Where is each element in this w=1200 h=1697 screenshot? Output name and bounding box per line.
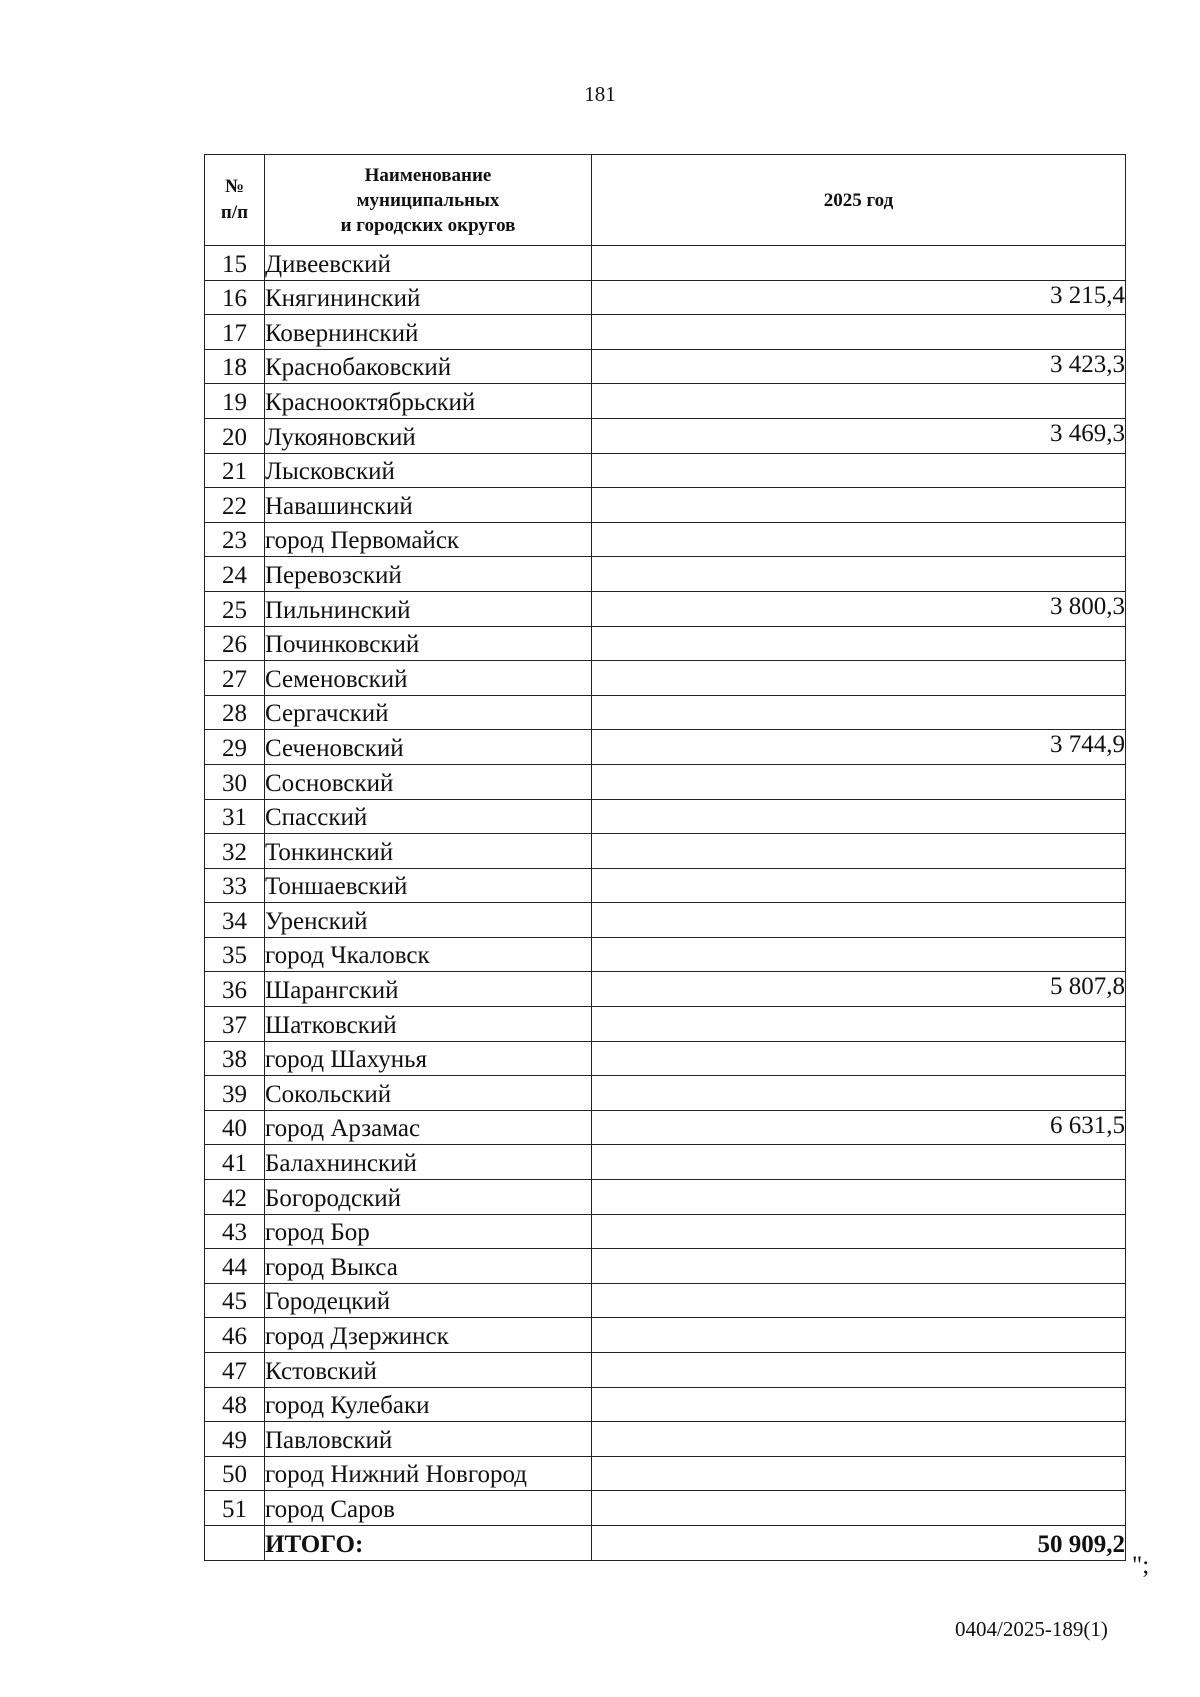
row-number: 25 bbox=[205, 591, 265, 626]
row-number: 23 bbox=[205, 522, 265, 557]
row-name: Лысковский bbox=[265, 453, 592, 488]
header-name-label: Наименование муниципальных и городских округов bbox=[340, 164, 516, 236]
row-value bbox=[592, 764, 1126, 799]
table-row bbox=[205, 1180, 1126, 1215]
row-name: Уренский bbox=[265, 903, 592, 938]
page-number: 181 bbox=[584, 82, 616, 106]
row-number: 18 bbox=[205, 349, 265, 384]
row-number: 43 bbox=[205, 1214, 265, 1249]
table-row bbox=[205, 730, 1126, 765]
row-name: Краснооктябрьский bbox=[265, 384, 592, 419]
document-code: 0404/2025-189(1) bbox=[955, 1617, 1108, 1641]
table-row bbox=[205, 1214, 1126, 1249]
table-row bbox=[205, 384, 1126, 419]
row-number: 34 bbox=[205, 903, 265, 938]
row-value bbox=[592, 315, 1126, 350]
table-row bbox=[205, 1145, 1126, 1180]
row-number: 38 bbox=[205, 1041, 265, 1076]
row-name: Ковернинский bbox=[265, 315, 592, 350]
row-value bbox=[592, 1456, 1126, 1491]
row-number: 28 bbox=[205, 695, 265, 730]
row-number: 29 bbox=[205, 730, 265, 765]
row-name: Семеновский bbox=[265, 661, 592, 696]
row-value bbox=[592, 1491, 1126, 1526]
table-row bbox=[205, 1249, 1126, 1284]
row-value: 6 631,5 bbox=[592, 1110, 1126, 1145]
table-row bbox=[205, 1353, 1126, 1388]
table-row bbox=[205, 1387, 1126, 1422]
row-value bbox=[592, 1007, 1126, 1042]
row-value bbox=[592, 384, 1126, 419]
table-row bbox=[205, 349, 1126, 384]
row-name: Тонкинский bbox=[265, 834, 592, 869]
total-value: 50 909,2 bbox=[592, 1525, 1126, 1560]
row-value bbox=[592, 522, 1126, 557]
row-name: Сергачский bbox=[265, 695, 592, 730]
table-row bbox=[205, 903, 1126, 938]
table-row bbox=[205, 799, 1126, 834]
row-value bbox=[592, 903, 1126, 938]
row-number: 19 bbox=[205, 384, 265, 419]
row-number: 36 bbox=[205, 972, 265, 1007]
table-row bbox=[205, 937, 1126, 972]
row-number: 32 bbox=[205, 834, 265, 869]
header-number bbox=[205, 155, 265, 246]
table-row bbox=[205, 1076, 1126, 1111]
table-row bbox=[205, 1041, 1126, 1076]
row-number: 21 bbox=[205, 453, 265, 488]
row-number: 51 bbox=[205, 1491, 265, 1526]
table-row bbox=[205, 1007, 1126, 1042]
row-number: 39 bbox=[205, 1076, 265, 1111]
row-value bbox=[592, 1145, 1126, 1180]
row-name: Шарангский bbox=[265, 972, 592, 1007]
row-name: Краснобаковский bbox=[265, 349, 592, 384]
row-name: город Саров bbox=[265, 1491, 592, 1526]
table-row bbox=[205, 453, 1126, 488]
table-row bbox=[205, 764, 1126, 799]
row-value bbox=[592, 1076, 1126, 1111]
table-row bbox=[205, 591, 1126, 626]
row-name: город Арзамас bbox=[265, 1110, 592, 1145]
row-value: 3 800,3 bbox=[592, 591, 1126, 626]
row-value bbox=[592, 937, 1126, 972]
row-name: Навашинский bbox=[265, 488, 592, 523]
row-number: 20 bbox=[205, 418, 265, 453]
row-number: 50 bbox=[205, 1456, 265, 1491]
row-number: 47 bbox=[205, 1353, 265, 1388]
row-number: 49 bbox=[205, 1422, 265, 1457]
row-number: 31 bbox=[205, 799, 265, 834]
row-name: Сосновский bbox=[265, 764, 592, 799]
table-row bbox=[205, 1110, 1126, 1145]
row-name: Починковский bbox=[265, 626, 592, 661]
row-number: 37 bbox=[205, 1007, 265, 1042]
table-row bbox=[205, 868, 1126, 903]
row-name: город Бор bbox=[265, 1214, 592, 1249]
row-number: 42 bbox=[205, 1180, 265, 1215]
row-value bbox=[592, 1214, 1126, 1249]
table-row bbox=[205, 1491, 1126, 1526]
row-number: 26 bbox=[205, 626, 265, 661]
table-row bbox=[205, 1422, 1126, 1457]
row-number: 17 bbox=[205, 315, 265, 350]
row-name: Дивеевский bbox=[265, 246, 592, 281]
row-value bbox=[592, 488, 1126, 523]
row-name: город Кулебаки bbox=[265, 1387, 592, 1422]
table-row bbox=[205, 280, 1126, 315]
row-value bbox=[592, 799, 1126, 834]
row-name: Тоншаевский bbox=[265, 868, 592, 903]
row-number: 30 bbox=[205, 764, 265, 799]
row-number: 44 bbox=[205, 1249, 265, 1284]
table-row bbox=[205, 972, 1126, 1007]
row-number: 45 bbox=[205, 1283, 265, 1318]
row-value bbox=[592, 695, 1126, 730]
table-row bbox=[205, 315, 1126, 350]
table-row bbox=[205, 1456, 1126, 1491]
table-row bbox=[205, 488, 1126, 523]
total-row bbox=[205, 1525, 1126, 1560]
row-name: город Чкаловск bbox=[265, 937, 592, 972]
row-value bbox=[592, 246, 1126, 281]
row-number: 33 bbox=[205, 868, 265, 903]
row-name: Павловский bbox=[265, 1422, 592, 1457]
row-number: 27 bbox=[205, 661, 265, 696]
row-number: 35 bbox=[205, 937, 265, 972]
row-name: город Выкса bbox=[265, 1249, 592, 1284]
row-number: 15 bbox=[205, 246, 265, 281]
row-value bbox=[592, 1283, 1126, 1318]
table-row bbox=[205, 834, 1126, 869]
row-value bbox=[592, 1353, 1126, 1388]
row-name: Кстовский bbox=[265, 1353, 592, 1388]
row-value: 3 744,9 bbox=[592, 730, 1126, 765]
row-name: город Дзержинск bbox=[265, 1318, 592, 1353]
row-name: город Первомайск bbox=[265, 522, 592, 557]
row-name: Шатковский bbox=[265, 1007, 592, 1042]
table-body bbox=[205, 246, 1126, 1561]
row-name: Княгининский bbox=[265, 280, 592, 315]
row-value: 5 807,8 bbox=[592, 972, 1126, 1007]
closing-quote-mark: "; bbox=[1132, 1552, 1150, 1579]
row-value bbox=[592, 1387, 1126, 1422]
table-row bbox=[205, 1283, 1126, 1318]
row-value bbox=[592, 557, 1126, 592]
row-name: Богородский bbox=[265, 1180, 592, 1215]
header-number-label: № п/п bbox=[220, 176, 249, 223]
row-value bbox=[592, 868, 1126, 903]
row-number: 46 bbox=[205, 1318, 265, 1353]
table-row bbox=[205, 695, 1126, 730]
row-number: 41 bbox=[205, 1145, 265, 1180]
row-number: 16 bbox=[205, 280, 265, 315]
row-value bbox=[592, 453, 1126, 488]
table-row bbox=[205, 626, 1126, 661]
total-number-cell bbox=[205, 1525, 265, 1560]
row-name: Лукояновский bbox=[265, 418, 592, 453]
row-value bbox=[592, 1249, 1126, 1284]
row-value: 3 215,4 bbox=[592, 280, 1126, 315]
row-value bbox=[592, 834, 1126, 869]
row-name: Сокольский bbox=[265, 1076, 592, 1111]
row-value bbox=[592, 1422, 1126, 1457]
row-number: 48 bbox=[205, 1387, 265, 1422]
row-name: Сеченовский bbox=[265, 730, 592, 765]
row-name: Городецкий bbox=[265, 1283, 592, 1318]
table-row bbox=[205, 557, 1126, 592]
total-label: ИТОГО: bbox=[265, 1525, 592, 1560]
table-header-row bbox=[205, 155, 1126, 246]
municipalities-table bbox=[204, 154, 1126, 1561]
row-value bbox=[592, 1318, 1126, 1353]
table-row bbox=[205, 522, 1126, 557]
row-name: город Шахунья bbox=[265, 1041, 592, 1076]
row-value: 3 469,3 bbox=[592, 418, 1126, 453]
row-name: Спасский bbox=[265, 799, 592, 834]
table-row bbox=[205, 1318, 1126, 1353]
row-value bbox=[592, 1180, 1126, 1215]
row-name: Пильнинский bbox=[265, 591, 592, 626]
row-number: 40 bbox=[205, 1110, 265, 1145]
table-row bbox=[205, 661, 1126, 696]
row-value bbox=[592, 661, 1126, 696]
row-value bbox=[592, 626, 1126, 661]
row-name: Балахнинский bbox=[265, 1145, 592, 1180]
row-value bbox=[592, 1041, 1126, 1076]
table-row bbox=[205, 418, 1126, 453]
row-name: Перевозский bbox=[265, 557, 592, 592]
row-number: 24 bbox=[205, 557, 265, 592]
row-number: 22 bbox=[205, 488, 265, 523]
table-row bbox=[205, 246, 1126, 281]
header-year: 2025 год bbox=[592, 155, 1126, 246]
row-name: город Нижний Новгород bbox=[265, 1456, 592, 1491]
row-value: 3 423,3 bbox=[592, 349, 1126, 384]
header-name bbox=[265, 155, 592, 246]
